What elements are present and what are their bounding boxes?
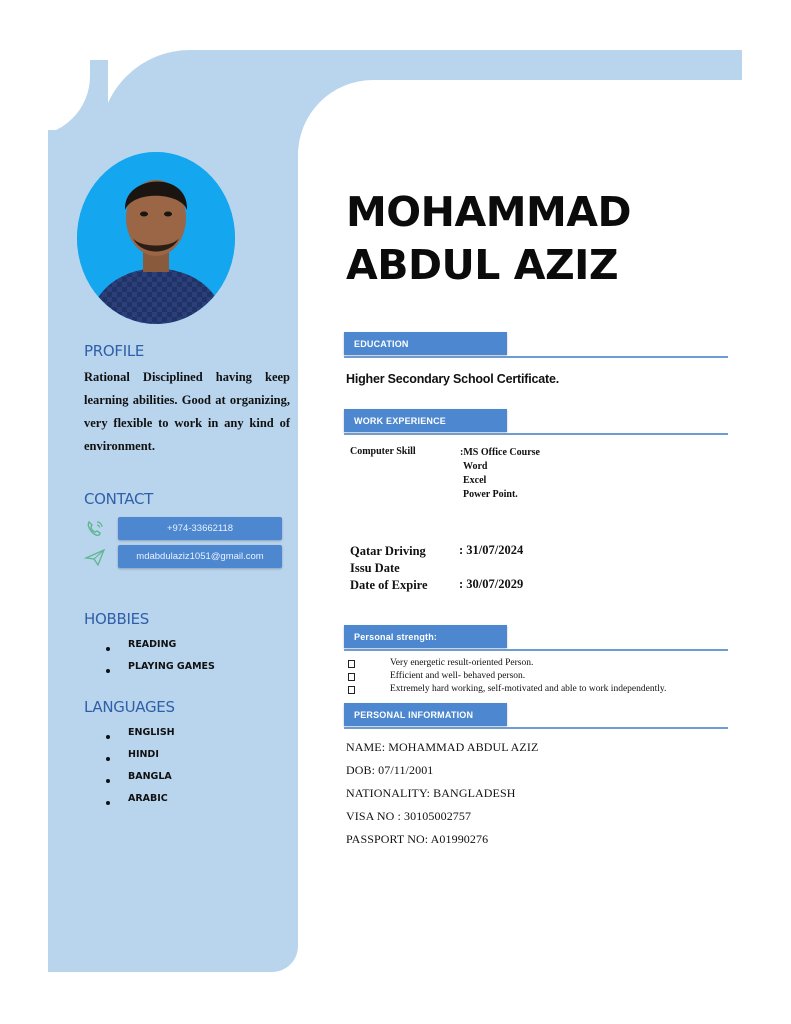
resume-name [346,186,631,292]
list-item: ENGLISH [106,726,175,748]
education-heading: EDUCATION [344,332,507,355]
skill-item: Word [463,461,488,472]
divider [344,727,728,729]
languages-list [106,726,175,814]
computer-skill-values [460,446,540,502]
phone-number[interactable]: +974-33662118 [118,517,282,540]
list-item: PLAYING GAMES [106,660,215,682]
divider [344,433,728,435]
skill-item: Excel [463,475,487,486]
personal-information-heading: PERSONAL INFORMATION [344,703,507,726]
name-line-2: ABDUL AZIZ [346,241,619,289]
languages-heading: LANGUAGES [84,698,175,716]
skill-item: Power Point. [463,489,518,500]
person-portrait-icon [77,152,235,324]
phone-icon [84,519,106,539]
expire-date-value: : 30/07/2029 [459,577,524,591]
skill-item: :MS Office Course [460,447,540,458]
list-item: ARABIC [106,792,175,814]
profile-summary: Rational Disciplined having keep learning abilities. Good at organizing, very flexible to work in any kind of environment. [84,370,290,453]
info-nationality: NATIONALITY: BANGLADESH [346,786,516,800]
list-item: Efficient and well- behaved person. [347,670,666,683]
info-dob: DOB: 07/11/2001 [346,763,434,777]
profile-photo [77,152,235,324]
email-address[interactable]: mdabdulaziz1051@gmail.com [118,545,282,568]
education-degree: Higher Secondary School Certificate. [346,372,559,386]
divider [344,649,728,651]
personal-strength-heading: Personal strength: [344,625,507,648]
qatar-driving-labels [350,543,460,594]
personal-information-banner [344,703,728,729]
issue-date-label: Issu Date [350,561,400,575]
name-line-1: MOHAMMAD [346,188,632,236]
list-item: BANGLA [106,770,175,792]
hobbies-list [106,638,215,682]
education-banner [344,332,728,358]
strength-list [347,657,666,696]
list-item: READING [106,638,215,660]
list-item: Extremely hard working, self-motivated and able to work independently. [347,683,666,696]
info-passport: PASSPORT NO: A01990276 [346,832,489,846]
contact-heading: CONTACT [84,490,154,508]
hobbies-heading: HOBBIES [84,610,149,628]
info-name: NAME: MOHAMMAD ABDUL AZIZ [346,740,539,754]
list-item: Very energetic result-oriented Person. [347,657,666,670]
issue-date-value: : 31/07/2024 [459,543,524,557]
list-item: HINDI [106,748,175,770]
computer-skill-label: Computer Skill [350,446,416,457]
qatar-driving-label: Qatar Driving [350,544,426,558]
personal-information-list [346,736,538,851]
work-experience-heading: WORK EXPERIENCE [344,409,507,432]
info-visa: VISA NO : 30105002757 [346,809,472,823]
personal-strength-banner [344,625,728,651]
send-icon [84,547,106,567]
profile-heading: PROFILE [84,342,145,360]
divider [344,356,728,358]
expire-date-label: Date of Expire [350,578,428,592]
work-experience-banner [344,409,728,435]
